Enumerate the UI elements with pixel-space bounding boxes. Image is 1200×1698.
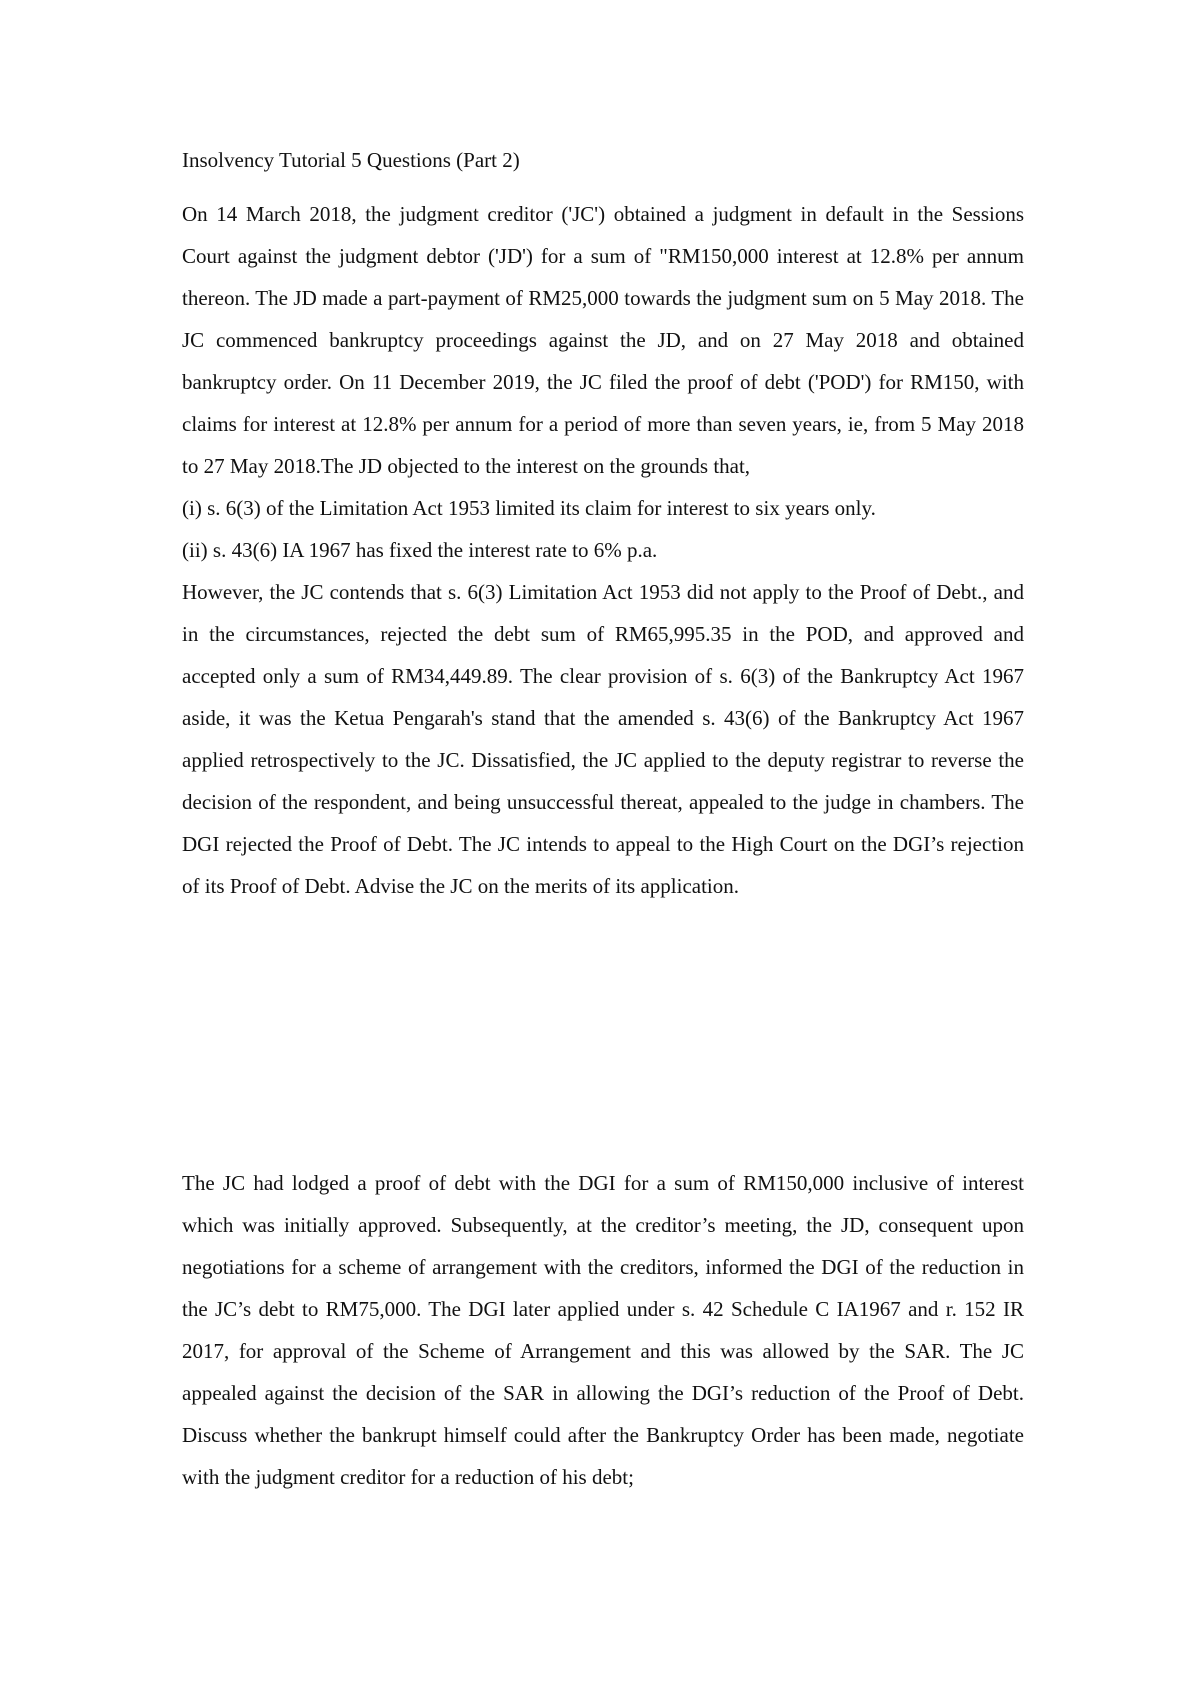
question-2 — [182, 1162, 1024, 1498]
document-title: Insolvency Tutorial 5 Questions (Part 2) — [182, 148, 520, 172]
question-1-ground-i: (i) s. 6(3) of the Limitation Act 1953 limited its claim for interest to six years only. — [182, 496, 876, 520]
question-1-intro: On 14 March 2018, the judgment creditor ('JC') obtained a judgment in default in the Sessions Court against the judgment debtor ('JD') for a sum of "RM150,000 interest at 12.8% per annum thereon. The JD made a part-payment of RM25,000 towards the judgment sum on 5 May 2018. The JC commenced bankruptcy proceedings against the JD, and on 27 May 2018 and obtained bankruptcy order. On 11 December 2019, the JC filed the proof of debt ('POD') for RM150, with claims for interest at 12.8% per annum for a period of more than seven years, ie, from 5 May 2018 to 27 May 2018.The JD objected to the interest on the grounds that, — [182, 202, 1024, 478]
question-1 — [182, 193, 1024, 907]
question-1-body: However, the JC contends that s. 6(3) Limitation Act 1953 did not apply to the Proof of Debt., and in the circumstances, rejected the debt sum of RM65,995.35 in the POD, and approved and accepted only a sum of RM34,449.89. The clear provision of s. 6(3) of the Bankruptcy Act 1967 aside, it was the Ketua Pengarah's stand that the amended s. 43(6) of the Bankruptcy Act 1967 applied retrospectively to the JC. Dissatisfied, the JC applied to the deputy registrar to reverse the decision of the respondent, and being unsuccessful thereat, appealed to the judge in chambers. The DGI rejected the Proof of Debt. The JC intends to appeal to the High Court on the DGI’s rejection of its Proof of Debt. Advise the JC on the merits of its application. — [182, 580, 1024, 898]
question-2-body: The JC had lodged a proof of debt with the DGI for a sum of RM150,000 inclusive of interest which was initially approved. Subsequently, at the creditor’s meeting, the JD, consequent upon negotiations for a scheme of arrangement with the creditors, informed the DGI of the reduction in the JC’s debt to RM75,000. The DGI later applied under s. 42 Schedule C IA1967 and r. 152 IR 2017, for approval of the Scheme of Arrangement and this was allowed by the SAR. The JC appealed against the decision of the SAR in allowing the DGI’s reduction of the Proof of Debt. Discuss whether the bankrupt himself could after the Bankruptcy Order has been made, negotiate with the judgment creditor for a reduction of his debt; — [182, 1171, 1024, 1489]
question-1-ground-ii: (ii) s. 43(6) IA 1967 has fixed the interest rate to 6% p.a. — [182, 538, 658, 562]
